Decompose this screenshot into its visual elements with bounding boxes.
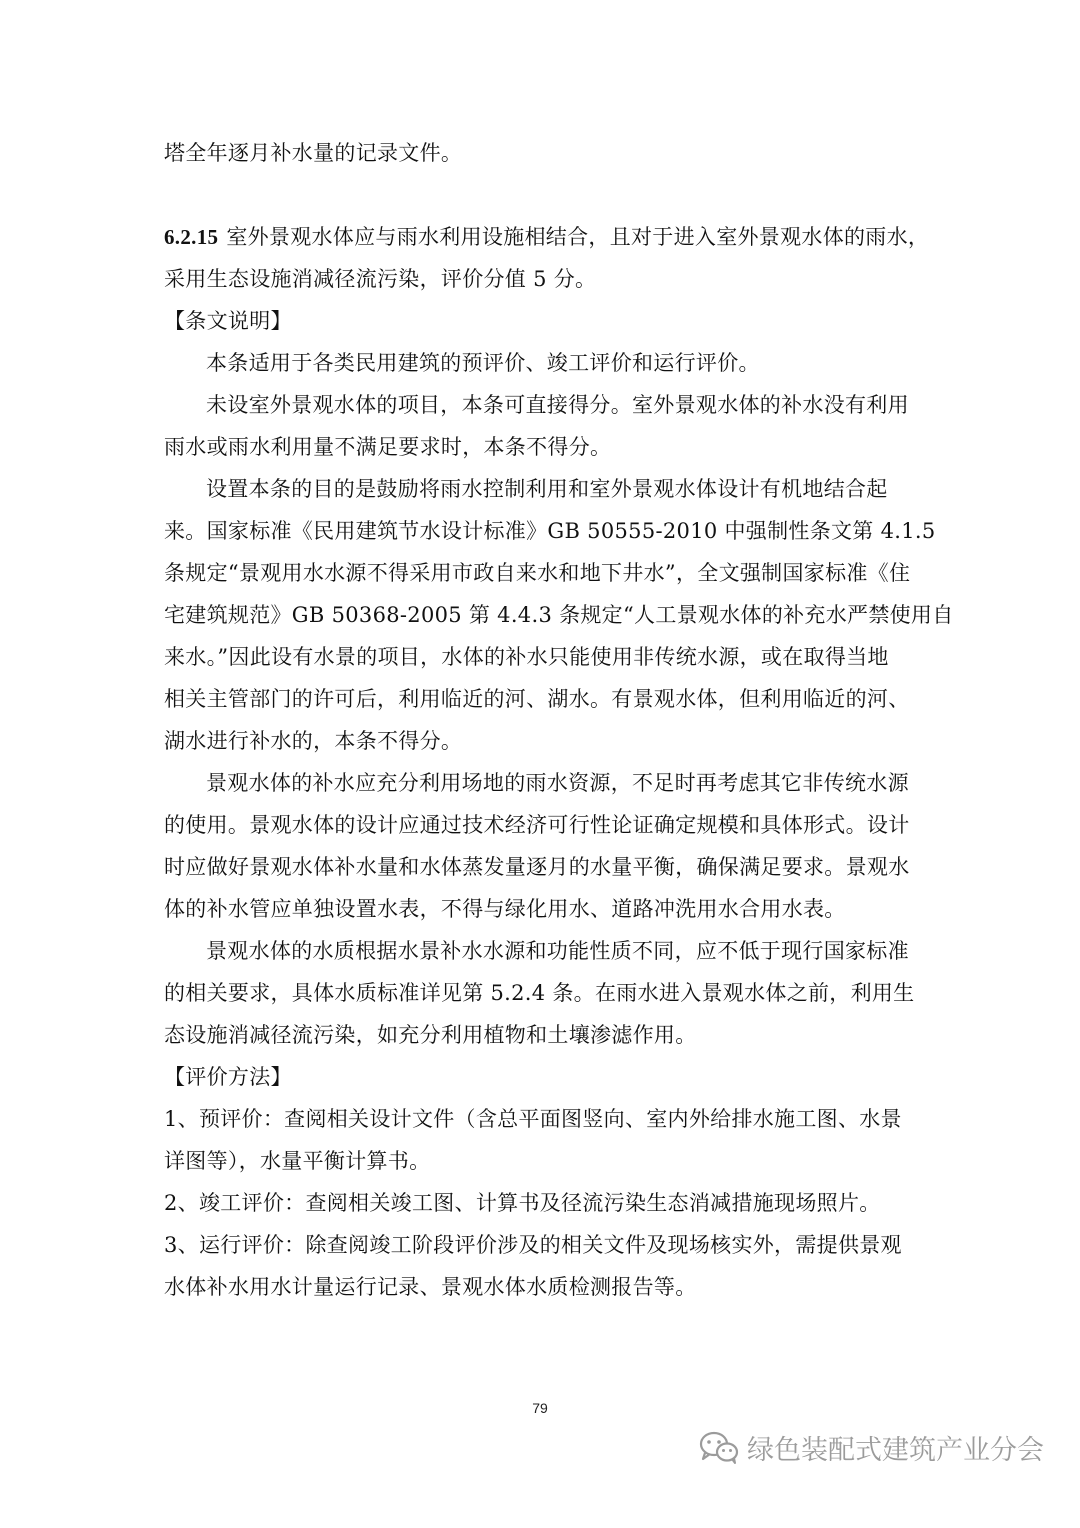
line-text: 详图等），水量平衡计算书。 bbox=[164, 1149, 431, 1173]
line-text: 来。国家标准《民用建筑节水设计标准》GB 50555-2010 中强制性条文第 4.1.5 bbox=[164, 519, 936, 543]
text-line bbox=[164, 678, 924, 720]
clause-number: 6.2.15 bbox=[164, 225, 219, 249]
line-text: 条规定“景观用水水源不得采用市政自来水和地下井水”，全文强制国家标准《住 bbox=[164, 561, 911, 585]
line-text: 湖水进行补水的，本条不得分。 bbox=[164, 729, 463, 753]
line-text: 设置本条的目的是鼓励将雨水控制利用和室外景观水体设计有机地结合起 bbox=[206, 477, 888, 501]
text-line bbox=[164, 1098, 924, 1140]
watermark-text: 绿色装配式建筑产业分会 bbox=[747, 1435, 1044, 1466]
page-number: 79 bbox=[532, 1400, 548, 1416]
text-line bbox=[164, 972, 924, 1014]
text-line bbox=[164, 762, 924, 804]
wechat-watermark bbox=[699, 1428, 1044, 1467]
line-text: 态设施消减径流污染，如充分利用植物和土壤渗滤作用。 bbox=[164, 1023, 697, 1047]
text-line bbox=[164, 1140, 924, 1182]
document-body bbox=[164, 132, 954, 1308]
line-text: 2、竣工评价：查阅相关竣工图、计算书及径流污染生态消减措施现场照片。 bbox=[164, 1191, 881, 1215]
text-line bbox=[164, 594, 954, 636]
text-line bbox=[164, 216, 930, 258]
paragraph-gap bbox=[164, 174, 924, 216]
text-line bbox=[164, 300, 924, 342]
line-text: 未设室外景观水体的项目，本条可直接得分。室外景观水体的补水没有利用 bbox=[206, 393, 909, 417]
text-line bbox=[164, 132, 924, 174]
line-text: 1、预评价：查阅相关设计文件（含总平面图竖向、室内外给排水施工图、水景 bbox=[164, 1107, 902, 1131]
text-line bbox=[164, 552, 924, 594]
text-line bbox=[164, 258, 924, 300]
text-line bbox=[164, 846, 924, 888]
line-text: 时应做好景观水体补水量和水体蒸发量逐月的水量平衡，确保满足要求。景观水 bbox=[164, 855, 910, 879]
text-line bbox=[164, 510, 936, 552]
line-text: 宅建筑规范》GB 50368-2005 第 4.4.3 条规定“人工景观水体的补充水严禁使用自 bbox=[164, 603, 954, 627]
text-line bbox=[164, 1182, 924, 1224]
text-line bbox=[164, 930, 924, 972]
text-line bbox=[164, 468, 924, 510]
line-text: 采用生态设施消减径流污染，评价分值 5 分。 bbox=[164, 267, 597, 291]
line-text: 本条适用于各类民用建筑的预评价、竣工评价和运行评价。 bbox=[206, 351, 760, 375]
line-text: 景观水体的水质根据水景补水水源和功能性质不同，应不低于现行国家标准 bbox=[206, 939, 909, 963]
line-text: 室外景观水体应与雨水利用设施相结合，且对于进入室外景观水体的雨水， bbox=[226, 225, 930, 249]
text-line bbox=[164, 636, 924, 678]
text-line bbox=[164, 342, 924, 384]
text-line bbox=[164, 888, 924, 930]
line-text: 3、运行评价：除查阅竣工阶段评价涉及的相关文件及现场核实外，需提供景观 bbox=[164, 1233, 902, 1257]
line-text: 【条文说明】 bbox=[164, 309, 292, 333]
text-line bbox=[164, 426, 924, 468]
text-line bbox=[164, 1056, 924, 1098]
line-text: 相关主管部门的许可后，利用临近的河、湖水。有景观水体，但利用临近的河、 bbox=[164, 687, 910, 711]
line-text: 来水。”因此设有水景的项目，水体的补水只能使用非传统水源，或在取得当地 bbox=[164, 645, 889, 669]
line-text: 体的补水管应单独设置水表，不得与绿化用水、道路冲洗用水合用水表。 bbox=[164, 897, 846, 921]
text-line bbox=[164, 804, 924, 846]
line-text: 水体补水用水计量运行记录、景观水体水质检测报告等。 bbox=[164, 1275, 697, 1299]
line-text: 的相关要求，具体水质标准详见第 5.2.4 条。在雨水进入景观水体之前，利用生 bbox=[164, 981, 915, 1005]
text-line bbox=[164, 1224, 924, 1266]
text-line bbox=[164, 720, 924, 762]
text-line bbox=[164, 1014, 924, 1056]
line-text: 的使用。景观水体的设计应通过技术经济可行性论证确定规模和具体形式。设计 bbox=[164, 813, 910, 837]
line-text: 塔全年逐月补水量的记录文件。 bbox=[164, 141, 463, 165]
text-line bbox=[164, 1266, 924, 1308]
text-line bbox=[164, 384, 924, 426]
line-text: 景观水体的补水应充分利用场地的雨水资源，不足时再考虑其它非传统水源 bbox=[206, 771, 909, 795]
wechat-icon bbox=[699, 1431, 739, 1465]
line-text: 【评价方法】 bbox=[164, 1065, 292, 1089]
line-text: 雨水或雨水利用量不满足要求时，本条不得分。 bbox=[164, 435, 612, 459]
